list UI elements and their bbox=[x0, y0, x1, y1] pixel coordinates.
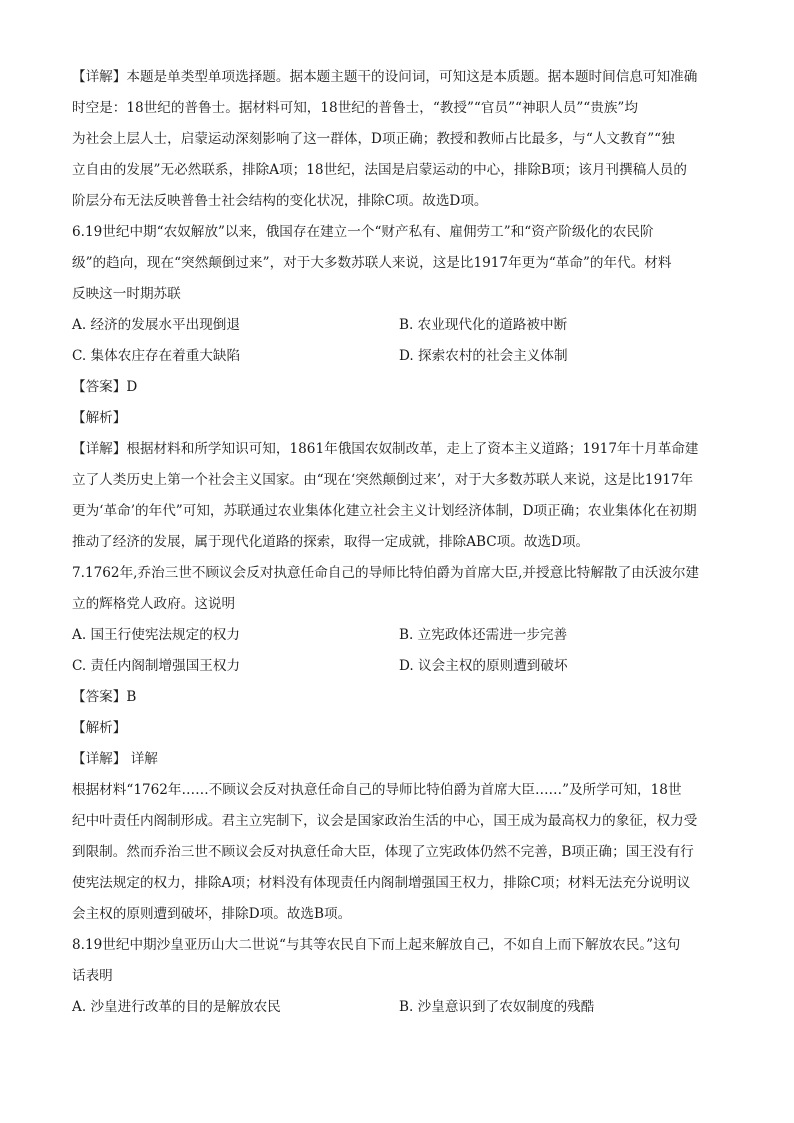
question-6-options-ab bbox=[72, 310, 727, 341]
text-line: 【详解】本题是单类型单项选择题。据本题主题干的设问词，可知这是本质题。据本题时间信息可知准确 bbox=[72, 69, 698, 85]
text-line: 到限制。然而乔治三世不顾议会反对执意任命大臣，体现了立宪政体仍然不完善，B项正确；国王没有行 bbox=[72, 844, 694, 860]
answer-label: 【答案】B bbox=[72, 689, 137, 705]
option-b: B. 沙皇意识到了农奴制度的残酷 bbox=[399, 999, 595, 1015]
analysis-label: 【解析】 bbox=[72, 410, 127, 426]
question-8-stem: 8.19世纪中期沙皇亚历山大二世说“与其等农民自下而上起来解放自己，不如自上而下解放农民。”这句 bbox=[72, 937, 681, 953]
text-line: 推动了经济的发展，属于现代化道路的探索，取得一定成就，排除ABC项。故选D项。 bbox=[72, 534, 590, 550]
text-line: 阶层分布无法反映普鲁士社会结构的变化状况，排除C项。故选D项。 bbox=[72, 193, 488, 209]
question-7-options-cd bbox=[72, 651, 727, 682]
text-line: 纪中叶责任内阁制形成。君主立宪制下，议会是国家政治生活的中心，国王成为最高权力的象征，权力受 bbox=[72, 813, 698, 829]
question-6-options-cd bbox=[72, 341, 727, 372]
question-6-stem: 6.19世纪中期“农奴解放”以来，俄国存在建立一个“财产私有、雇佣劳工”和“资产阶级化的农民阶 bbox=[72, 224, 654, 240]
question-7-options-ab bbox=[72, 620, 727, 651]
option-b: B. 农业现代化的道路被中断 bbox=[399, 317, 568, 333]
text-line: 立了人类历史上第一个社会主义国家。由“现在‘突然颠倒过来’，对于大多数苏联人来说，这是比1917年 bbox=[72, 472, 694, 488]
question-7-stem: 立的辉格党人政府。这说明 bbox=[72, 596, 236, 612]
text-line: 立自由的发展”无必然联系，排除A项；18世纪，法国是启蒙运动的中心，排除B项；该月刊撰稿人员的 bbox=[72, 162, 687, 178]
option-a: A. 经济的发展水平出现倒退 bbox=[72, 317, 240, 333]
option-a: A. 沙皇进行改革的目的是解放农民 bbox=[72, 999, 281, 1015]
option-d: D. 探索农村的社会主义体制 bbox=[399, 348, 568, 364]
option-c: C. 责任内阁制增强国王权力 bbox=[72, 658, 241, 674]
text-line: 使宪法规定的权力，排除A项；材料没有体现责任内阁制增强国王权力，排除C项；材料无法充分说明议 bbox=[72, 875, 691, 891]
text-line: 更为‘革命’的年代”可知，苏联通过农业集体化建立社会主义计划经济体制，D项正确；农业集体化在初期 bbox=[72, 503, 697, 519]
text-line: 【详解】 详解 bbox=[72, 751, 158, 767]
analysis-label: 【解析】 bbox=[72, 720, 127, 736]
option-d: D. 议会主权的原则遭到破坏 bbox=[399, 658, 568, 674]
question-8-stem: 话表明 bbox=[72, 968, 113, 984]
question-6-stem: 反映这一时期苏联 bbox=[72, 286, 181, 302]
question-6-stem: 级”的趋向，现在“突然颠倒过来”，对于大多数苏联人来说，这是比1917年更为“革命”的年代。材料 bbox=[72, 255, 672, 271]
answer-label: 【答案】D bbox=[72, 379, 138, 395]
document-page bbox=[72, 62, 727, 1023]
question-8-options-ab bbox=[72, 992, 727, 1023]
text-line: 为社会上层人士，启蒙运动深刻影响了这一群体，D项正确；教授和教师占比最多，与“人文教育”“独 bbox=[72, 131, 675, 147]
text-line: 时空是：18世纪的普鲁士。据材料可知，18世纪的普鲁士，“教授”“官员”“神职人员”“贵族”均 bbox=[72, 100, 638, 116]
text-line: 【详解】根据材料和所学知识可知，1861年俄国农奴制改革，走上了资本主义道路；1917年十月革命建 bbox=[72, 441, 699, 457]
question-7-stem: 7.1762年,乔治三世不顾议会反对执意任命自己的导师比特伯爵为首席大臣,并授意比特解散了由沃波尔建 bbox=[72, 565, 700, 581]
option-a: A. 国王行使宪法规定的权力 bbox=[72, 627, 240, 643]
text-line: 会主权的原则遭到破坏，排除D项。故选B项。 bbox=[72, 906, 352, 922]
text-line: 根据材料“1762年……不顾议会反对执意任命自己的导师比特伯爵为首席大臣……”及所学可知，18世 bbox=[72, 782, 682, 798]
option-c: C. 集体农庄存在着重大缺陷 bbox=[72, 348, 241, 364]
option-b: B. 立宪政体还需进一步完善 bbox=[399, 627, 568, 643]
